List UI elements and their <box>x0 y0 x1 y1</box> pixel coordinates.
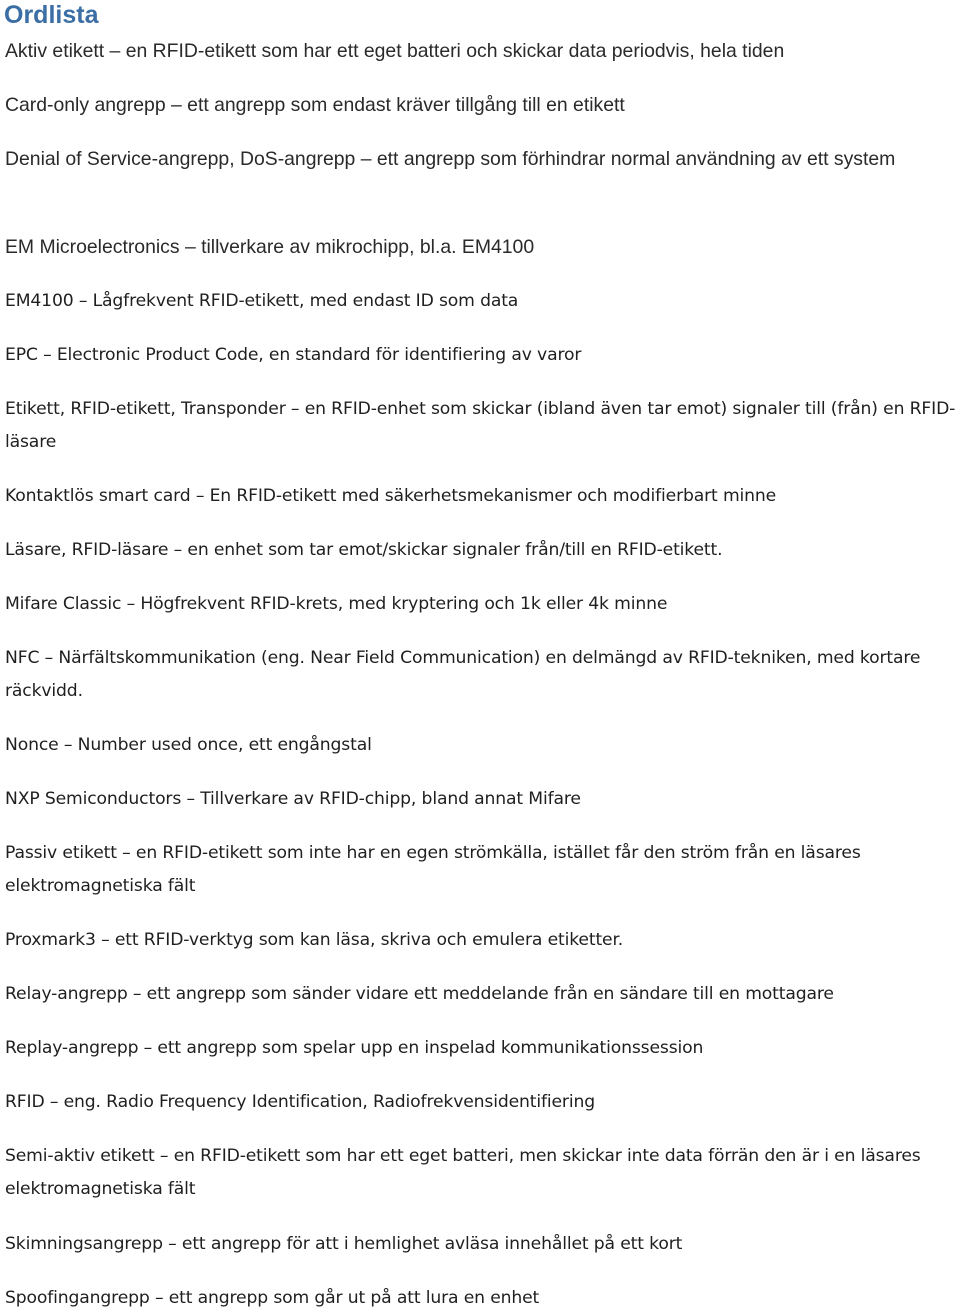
glossary-entry-proxmark3: Proxmark3 – ett RFID-verktyg som kan läsa, skriva och emulera etiketter. <box>5 930 624 950</box>
glossary-entry-spoofingangrepp: Spoofingangrepp – ett angrepp som går ut på att lura en enhet <box>5 1288 540 1308</box>
glossary-entry-aktiv-etikett: Aktiv etikett – en RFID-etikett som har ett eget batteri och skickar data periodvis, hela tiden <box>5 40 785 62</box>
glossary-entry-epc: EPC – Electronic Product Code, en standard för identifiering av varor <box>5 345 582 365</box>
glossary-entry-em4100: EM4100 – Lågfrekvent RFID-etikett, med endast ID som data <box>5 291 519 311</box>
glossary-entry-rfid: RFID – eng. Radio Frequency Identification, Radiofrekvensidentifiering <box>5 1092 595 1112</box>
glossary-entry-semi-aktiv-etikett: Semi-aktiv etikett – en RFID-etikett som har ett eget batteri, men skickar inte data förrän den är i en läsares elektromagnetiska fält <box>5 1146 921 1199</box>
glossary-entry-mifare-classic: Mifare Classic – Högfrekvent RFID-krets, med kryptering och 1k eller 4k minne <box>5 594 668 614</box>
glossary-entry-passiv-etikett: Passiv etikett – en RFID-etikett som inte har en egen strömkälla, istället får den ström från en läsares elektromagnetiska fält <box>5 843 861 896</box>
glossary-entry-nxp-semiconductors: NXP Semiconductors – Tillverkare av RFID-chipp, bland annat Mifare <box>5 789 581 809</box>
page-title: Ordlista <box>4 1 99 29</box>
glossary-entry-nfc: NFC – Närfältskommunikation (eng. Near Field Communication) en delmängd av RFID-tekniken, med kortare räckvidd. <box>5 648 921 701</box>
glossary-entry-relay-angrepp: Relay-angrepp – ett angrepp som sänder vidare ett meddelande från en sändare till en mottagare <box>5 984 834 1004</box>
glossary-entry-em-microelectronics: EM Microelectronics – tillverkare av mikrochipp, bl.a. EM4100 <box>5 236 535 258</box>
glossary-entry-denial-of-service: Denial of Service-angrepp, DoS-angrepp – ett angrepp som förhindrar normal användning av ett system <box>5 148 896 170</box>
glossary-entry-replay-angrepp: Replay-angrepp – ett angrepp som spelar upp en inspelad kommunikationssession <box>5 1038 704 1058</box>
glossary-entry-kontaktlos-smart-card: Kontaktlös smart card – En RFID-etikett med säkerhetsmekanismer och modifierbart minne <box>5 486 777 506</box>
glossary-entry-card-only-angrepp: Card-only angrepp – ett angrepp som endast kräver tillgång till en etikett <box>5 94 625 116</box>
glossary-entry-lasare: Läsare, RFID-läsare – en enhet som tar emot/skickar signaler från/till en RFID-etikett. <box>5 540 723 560</box>
glossary-entry-etikett: Etikett, RFID-etikett, Transponder – en RFID-enhet som skickar (ibland även tar emot) signaler till (från) en RFID-läsare <box>5 399 956 452</box>
glossary-entry-skimningsangrepp: Skimningsangrepp – ett angrepp för att i hemlighet avläsa innehållet på ett kort <box>5 1234 683 1254</box>
glossary-entry-nonce: Nonce – Number used once, ett engångstal <box>5 735 372 755</box>
